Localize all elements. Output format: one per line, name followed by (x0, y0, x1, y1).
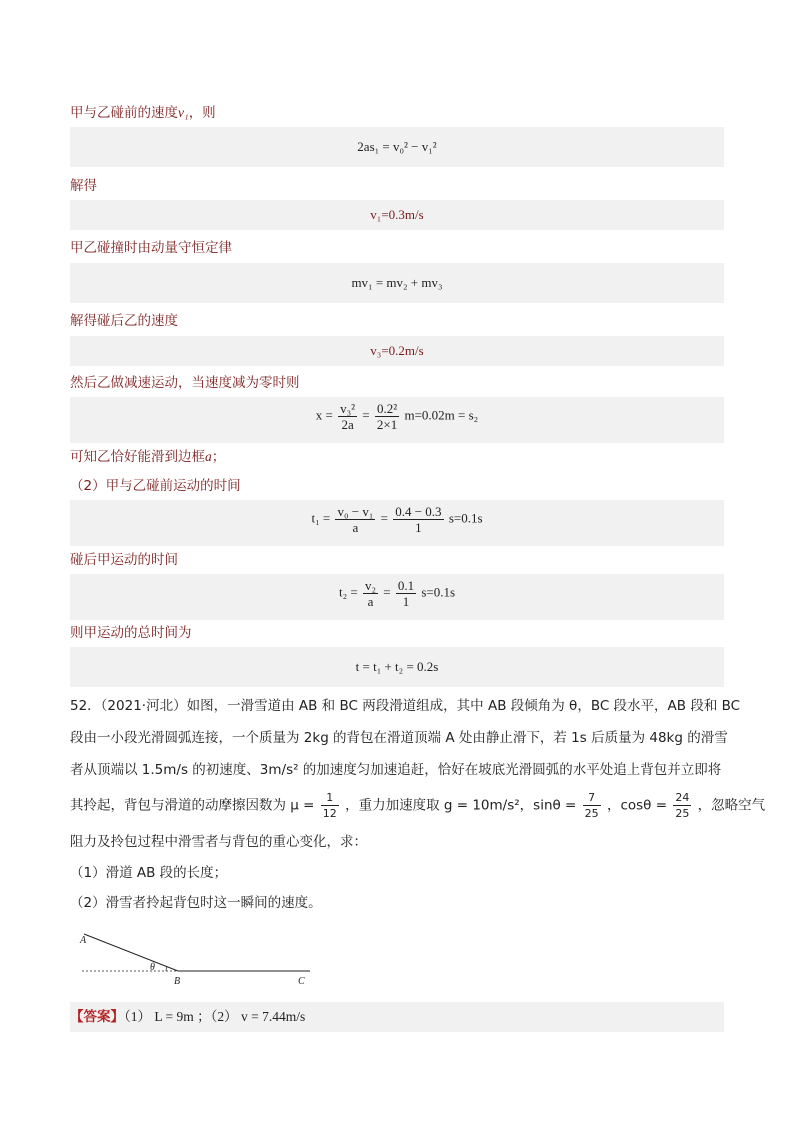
denominator: 25 (584, 807, 599, 820)
denominator: 1 (415, 520, 422, 535)
question-line-1: 52．（2021·河北）如图，一滑雪道由 AB 和 BC 两段滑道组成，其中 AB 段倾角为 θ，BC 段水平，AB 段和 BC (70, 698, 741, 714)
text-line-decelerate: 然后乙做减速运动，当速度减为零时则 (70, 375, 300, 391)
formula-total-time: t = t₁ + t₂ = 0.2s (355, 659, 439, 674)
angle-arc (166, 967, 167, 972)
numerator: v₂ (364, 578, 376, 593)
fraction (363, 578, 378, 609)
answer-text: （1） L = 9m ；（2） v = 7.44m/s (124, 1009, 306, 1024)
formula-t1 (70, 504, 724, 535)
label-theta: θ (150, 962, 155, 973)
numerator: 24 (675, 791, 690, 804)
numerator: v₃² (340, 401, 356, 416)
fraction-sin (583, 790, 601, 821)
text-segment: 可知乙恰好能滑到边框 (70, 449, 205, 465)
numerator: 1 (321, 790, 339, 806)
fraction (335, 504, 375, 535)
text-segment: ，cosθ = (606, 797, 668, 814)
text-line-v3: 解得碰后乙的速度 (70, 313, 178, 329)
text-segment: ，重力加速度取 g = 10m/s²，sinθ = (345, 797, 577, 814)
slope-line-ab (84, 934, 178, 971)
fraction (393, 504, 443, 535)
answer-label: 【答案】 (70, 1009, 124, 1025)
denominator: 12 (322, 807, 337, 820)
question-subpart-1: （1）滑道 AB 段的长度； (70, 865, 228, 881)
text-segment: ，则 (188, 105, 216, 121)
denominator: a (352, 520, 359, 535)
formula-part: = (383, 584, 391, 600)
slope-diagram (78, 928, 328, 988)
formula-part: s=0.1s (421, 584, 456, 600)
question-line-2: 段由一小段光滑圆弧连接，一个质量为 2kg 的背包在滑道顶端 A 处由静止滑下，若 1s 后质量为 48kg 的滑雪 (70, 730, 728, 746)
question-subpart-2: （2）滑雪者拎起背包时这一瞬间的速度。 (70, 895, 322, 911)
formula-t2 (70, 578, 724, 609)
label-b: B (174, 976, 181, 987)
text-segment: 其拎起，背包与滑道的动摩擦因数为 μ = (70, 797, 315, 814)
question-line-5: 阻力及拎包过程中滑雪者与背包的重心变化，求： (70, 834, 367, 850)
fraction (338, 401, 357, 432)
denominator: 1 (402, 594, 410, 609)
numerator: 0.1 (397, 578, 415, 593)
formula-part: = (362, 407, 370, 423)
text-line-solve: 解得 (70, 178, 97, 194)
denominator: 2×1 (376, 417, 398, 432)
label-a: A (80, 935, 87, 946)
label-c: C (298, 976, 305, 987)
formula-v3-result: v₃=0.2m/s (370, 343, 424, 358)
formula-part: t₁ = (311, 510, 331, 526)
formula-part: = (380, 510, 388, 526)
text-line-total-time: 则甲运动的总时间为 (70, 625, 192, 641)
formula-kinematics: 2as₁ = v₀² − v₁² (357, 139, 437, 154)
text-line-part2-time: （2）甲与乙碰前运动的时间 (70, 478, 241, 494)
text-segment: ； (211, 449, 226, 465)
question-line-4 (70, 790, 765, 821)
answer-line (70, 1007, 305, 1027)
numerator: 0.2² (375, 401, 399, 417)
text-segment: 甲与乙碰前的速度 (70, 105, 178, 121)
text-segment: ，忽略空气 (697, 797, 766, 814)
denominator: a (367, 594, 374, 609)
numerator: 0.4 − 0.3 (395, 504, 442, 519)
text-line-speed-before-collision (70, 103, 216, 123)
formula-part: s=0.1s (448, 510, 483, 526)
numerator: v₀ − v₁ (337, 504, 374, 519)
numerator: 7 (583, 790, 601, 806)
fraction (375, 401, 399, 432)
formula-v1-result: v₁=0.3m/s (370, 207, 424, 222)
formula-momentum: mv₁ = mv₂ + mv₃ (351, 275, 443, 290)
denominator: 25 (675, 807, 690, 820)
text-line-reach-edge (70, 447, 225, 467)
formula-part: x = (315, 407, 333, 423)
fraction-mu (321, 790, 339, 821)
var-a: a (205, 449, 212, 464)
fraction (396, 578, 416, 609)
formula-distance (70, 401, 724, 432)
formula-part: m=0.02m = s₂ (404, 407, 479, 423)
fraction-cos (673, 790, 691, 821)
denominator: 2a (341, 417, 354, 432)
var-v1: v₁ (178, 105, 189, 120)
text-line-after-collision-time: 碰后甲运动的时间 (70, 552, 178, 568)
question-line-3: 者从顶端以 1.5m/s 的初速度、3m/s² 的加速度匀加速追赶，恰好在坡底光滑圆弧的水平处追上背包并立即将 (70, 762, 722, 778)
text-line-momentum: 甲乙碰撞时由动量守恒定律 (70, 240, 232, 256)
formula-part: t₂ = (338, 584, 358, 600)
